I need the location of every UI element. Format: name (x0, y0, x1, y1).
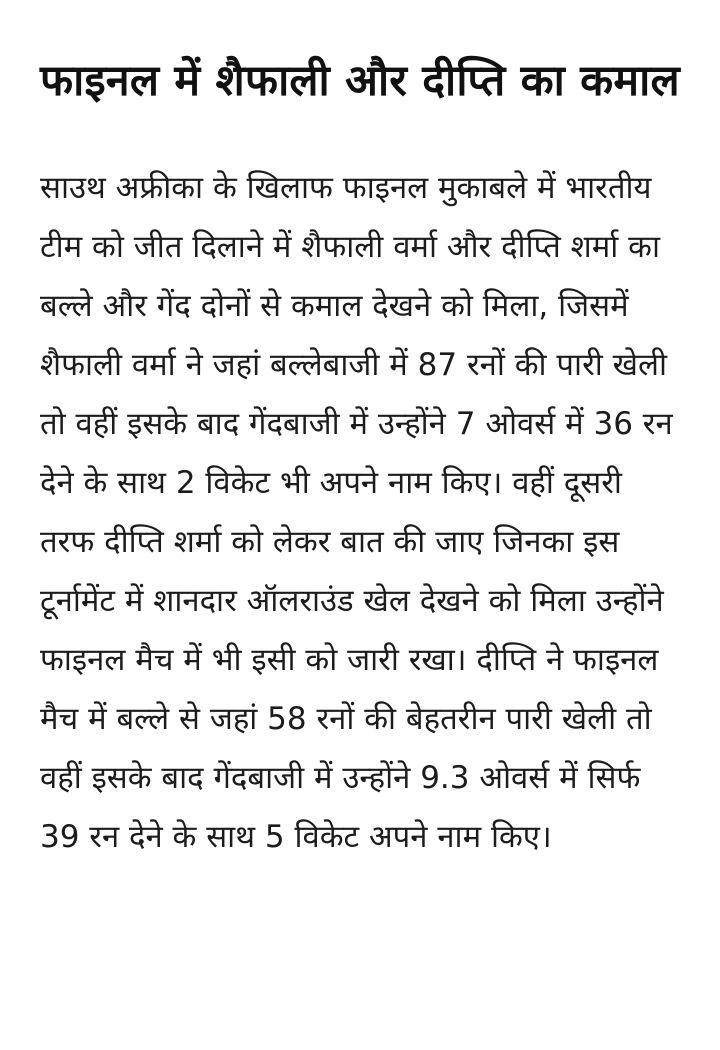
article-headline: फाइनल में शैफाली और दीप्ति का कमाल (40, 56, 680, 106)
article-body: साउथ अफ्रीका के खिलाफ फाइनल मुकाबले में भारतीय टीम को जीत दिलाने में शैफाली वर्मा और दीप्ति शर्मा का बल्ले और गेंद दोनों से कमाल देखने को मिला, जिसमें शैफाली वर्मा ने जहां बल्लेबाजी में 87 रनों की पारी खेली तो वहीं इसके बाद गेंदबाजी में उन्होंने 7 ओवर्स में 36 रन देने के साथ 2 विकेट भी अपने नाम किए। वहीं दूसरी तरफ दीप्ति शर्मा को लेकर बात की जाए जिनका इस टूर्नामेंट में शानदार ऑलराउंड खेल देखने को मिला उन्होंने फाइनल मैच में भी इसी को जारी रखा। दीप्ति ने फाइनल मैच में बल्ले से जहां 58 रनों की बेहतरीन पारी खेली तो वहीं इसके बाद गेंदबाजी में उन्होंने 9.3 ओवर्स में सिर्फ 39 रन देने के साथ 5 विकेट अपने नाम किए। (40, 170, 673, 855)
